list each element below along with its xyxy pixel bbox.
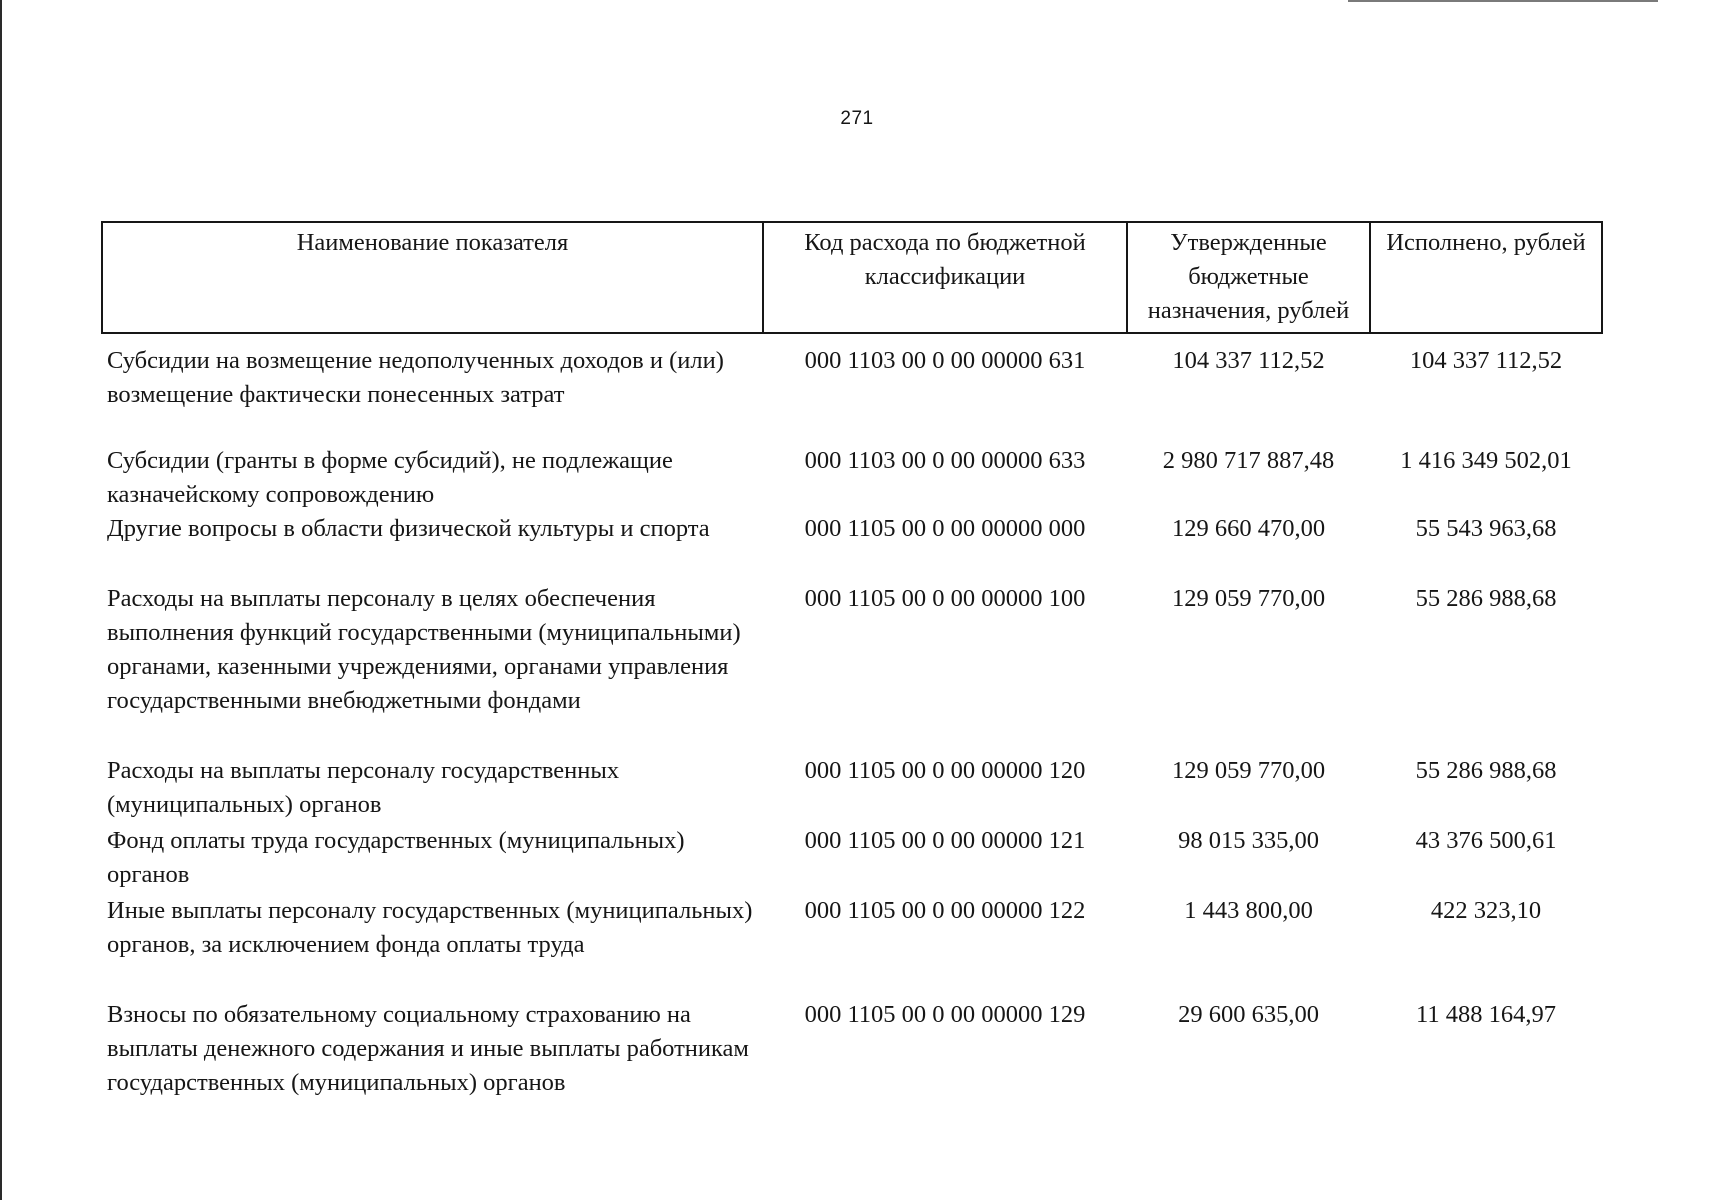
row-approved: 129 660 470,00: [1171, 515, 1326, 542]
row-name: Взносы по обязательному социальному страхованию на выплаты денежного содержания и иные выплаты работникам государственных (муниципальных) органов: [107, 1001, 749, 1096]
row-executed: 422 323,10: [1430, 897, 1542, 924]
scan-edge-left: [0, 0, 2, 1200]
header-executed: Исполнено, рублей: [1370, 222, 1602, 333]
row-executed: 55 286 988,68: [1415, 757, 1557, 784]
row-executed: 43 376 500,61: [1415, 827, 1557, 854]
budget-execution-table: [101, 221, 1603, 1134]
row-approved: 104 337 112,52: [1172, 347, 1325, 374]
row-executed: 55 286 988,68: [1415, 585, 1557, 612]
row-name: Расходы на выплаты персоналу государственных (муниципальных) органов: [107, 757, 620, 818]
scan-edge-top: [1348, 0, 1658, 2]
row-approved: 1 443 800,00: [1184, 897, 1313, 924]
row-name: Субсидии (гранты в форме субсидий), не подлежащие казначейскому сопровождению: [107, 447, 673, 508]
table-row: [102, 512, 1602, 582]
row-approved: 129 059 770,00: [1171, 585, 1326, 612]
row-code: 000 1103 00 0 00 00000 633: [804, 447, 1086, 474]
row-executed: 55 543 963,68: [1415, 515, 1557, 542]
row-name: Расходы на выплаты персоналу в целях обеспечения выполнения функций государственными (муниципальными) органами, казенными учреждениями, органами управления государственными внебюджетными фондами: [107, 585, 741, 714]
row-approved: 2 980 717 887,48: [1162, 447, 1335, 474]
table-row: [102, 824, 1602, 894]
row-name: Другие вопросы в области физической культуры и спорта: [107, 515, 710, 542]
row-approved: 29 600 635,00: [1178, 1001, 1319, 1028]
page-number: 271: [840, 108, 874, 129]
row-name: Фонд оплаты труда государственных (муниципальных) органов: [107, 827, 685, 888]
row-executed: 1 416 349 502,01: [1400, 447, 1572, 474]
row-code: 000 1105 00 0 00 00000 000: [804, 515, 1086, 542]
table-row: [102, 582, 1602, 754]
row-code: 000 1105 00 0 00 00000 120: [804, 757, 1086, 784]
table-row: [102, 998, 1602, 1134]
row-approved: 129 059 770,00: [1171, 757, 1326, 784]
header-code: Код расхода по бюджетной классификации: [763, 222, 1127, 333]
row-code: 000 1105 00 0 00 00000 100: [804, 585, 1086, 612]
table-row: [102, 894, 1602, 998]
row-executed: 11 488 164,97: [1416, 1001, 1556, 1028]
row-name: Субсидии на возмещение недополученных доходов и (или) возмещение фактически понесенных затрат: [107, 347, 724, 408]
table-body: [102, 333, 1602, 1134]
row-code: 000 1105 00 0 00 00000 122: [804, 897, 1086, 924]
row-code: 000 1105 00 0 00 00000 129: [804, 1001, 1086, 1028]
header-name: Наименование показателя: [102, 222, 763, 333]
row-code: 000 1103 00 0 00 00000 631: [804, 347, 1086, 374]
table-header: [102, 222, 1602, 333]
row-code: 000 1105 00 0 00 00000 121: [804, 827, 1086, 854]
row-executed: 104 337 112,52: [1409, 347, 1563, 374]
header-approved: Утвержденные бюджетные назначения, рублей: [1127, 222, 1370, 333]
row-name: Иные выплаты персоналу государственных (муниципальных) органов, за исключением фонда оплаты труда: [107, 897, 753, 958]
row-approved: 98 015 335,00: [1178, 827, 1319, 854]
table-row: [102, 333, 1602, 444]
header-row: [102, 222, 1602, 333]
table-row: [102, 444, 1602, 512]
table-row: [102, 754, 1602, 824]
